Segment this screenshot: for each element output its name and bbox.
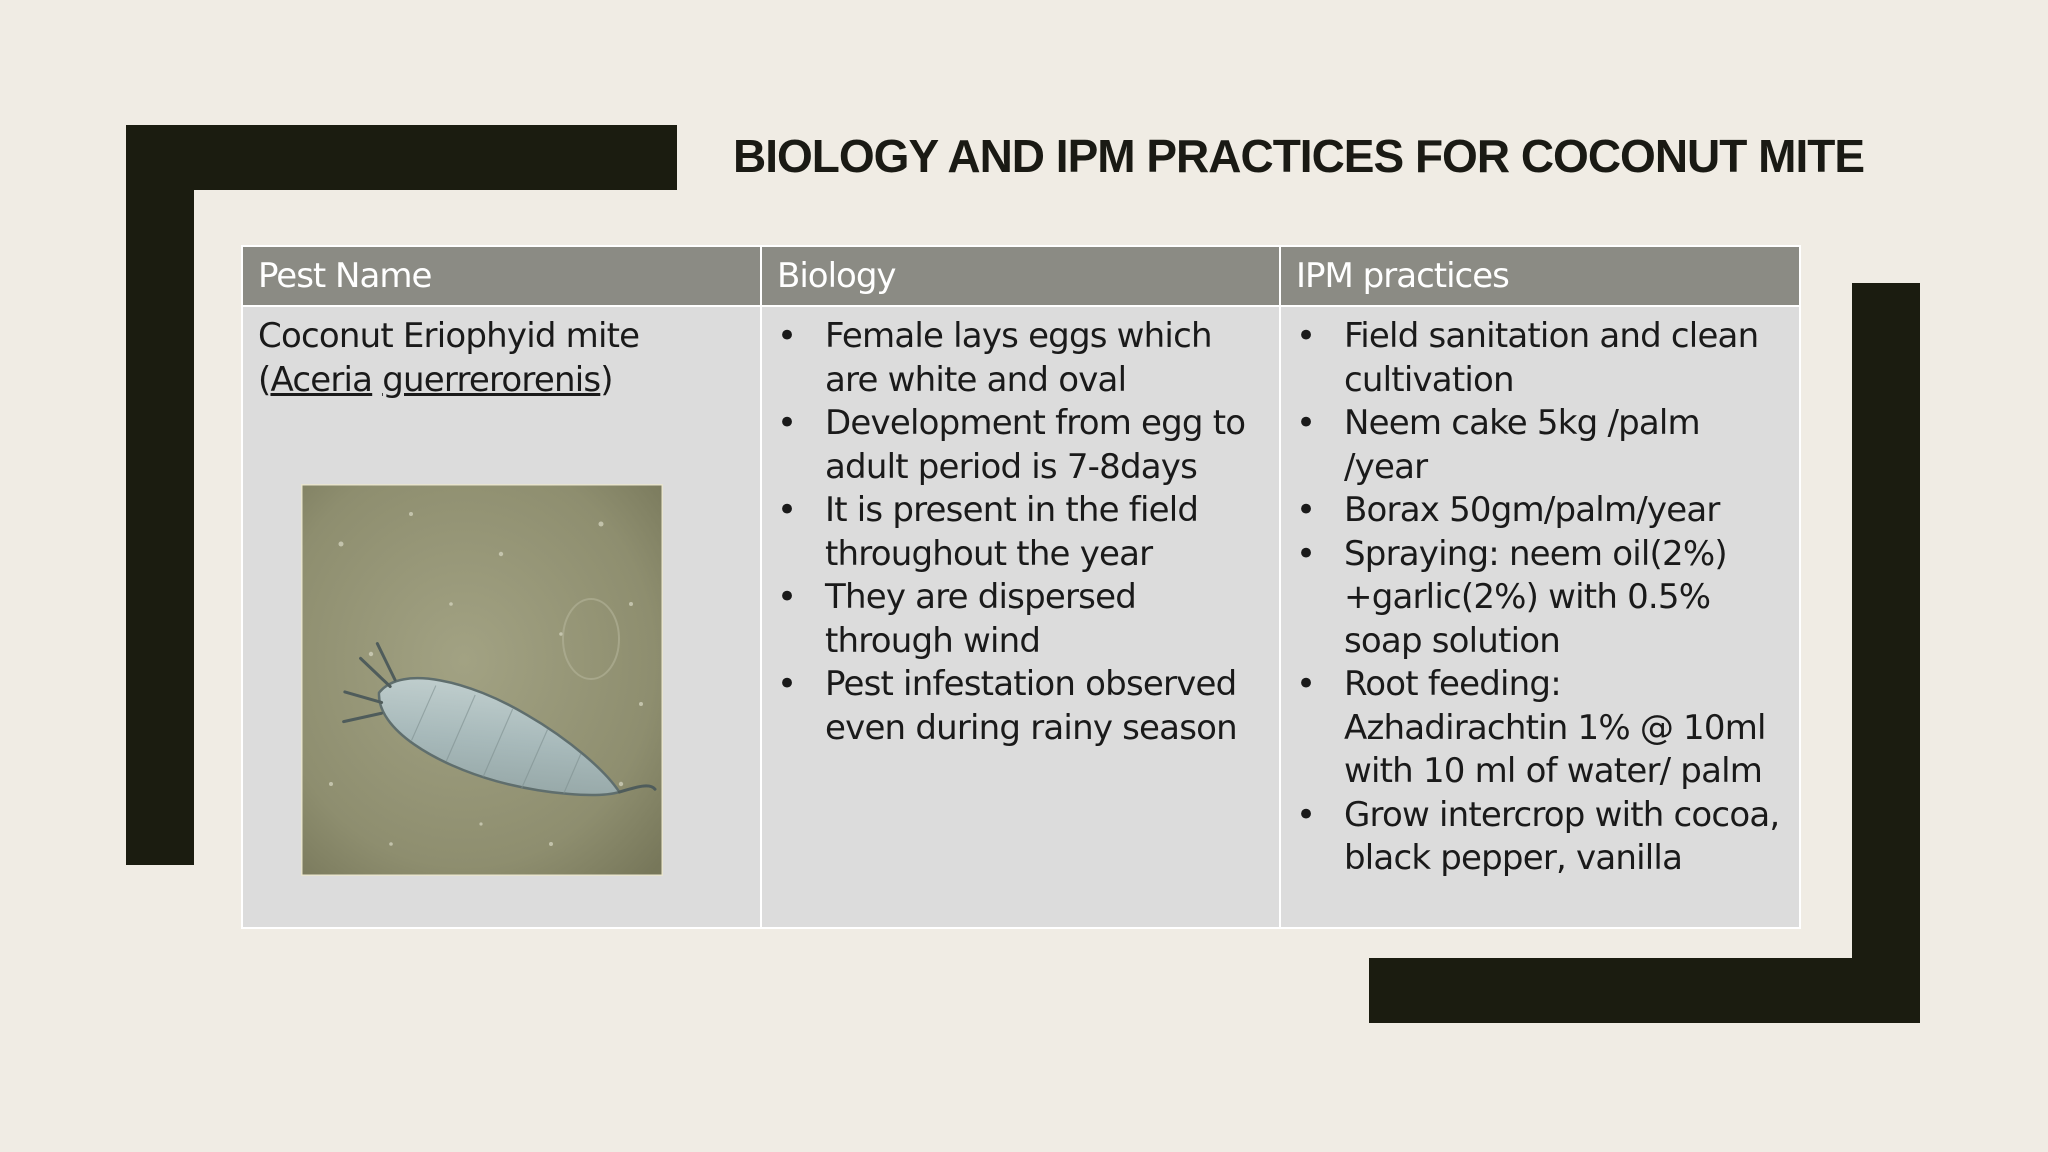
slide-title: BIOLOGY AND IPM PRACTICES FOR COCONUT MITE bbox=[733, 130, 1865, 182]
table-header-row bbox=[242, 246, 1800, 306]
header-ipm-practices: IPM practices bbox=[1280, 246, 1800, 306]
biology-list bbox=[777, 315, 1267, 750]
table-row bbox=[242, 306, 1800, 928]
biology-item: • Pest infestation observed even during rainy season bbox=[777, 663, 1267, 750]
pest-table bbox=[241, 245, 1801, 929]
ipm-item: • Root feeding: Azhadirachtin 1% @ 10ml with 10 ml of water/ palm bbox=[1296, 663, 1787, 794]
ipm-item: • Neem cake 5kg /palm /year bbox=[1296, 402, 1787, 489]
ipm-item: • Grow intercrop with cocoa, black pepper, vanilla bbox=[1296, 794, 1787, 881]
header-biology: Biology bbox=[761, 246, 1280, 306]
bottom-right-bracket-horizontal bbox=[1369, 958, 1920, 1023]
pest-species: guerrerorenis bbox=[382, 359, 601, 400]
ipm-item: • Field sanitation and clean cultivation bbox=[1296, 315, 1787, 402]
ipm-item: • Borax 50gm/palm/year bbox=[1296, 489, 1787, 533]
header-pest-name: Pest Name bbox=[242, 246, 761, 306]
pest-close-paren: ) bbox=[600, 359, 613, 400]
pest-open-paren: ( bbox=[258, 359, 271, 400]
biology-item: • They are dispersed through wind bbox=[777, 576, 1267, 663]
biology-item: • It is present in the field throughout the year bbox=[777, 489, 1267, 576]
ipm-cell bbox=[1280, 306, 1800, 928]
bottom-right-bracket-vertical bbox=[1852, 283, 1920, 1023]
ipm-item: • Spraying: neem oil(2%) +garlic(2%) with 0.5% soap solution bbox=[1296, 533, 1787, 664]
pest-name-cell bbox=[242, 306, 761, 928]
pest-common-name: Coconut Eriophyid mite bbox=[258, 316, 640, 356]
top-left-bracket-horizontal bbox=[126, 125, 677, 190]
pest-name bbox=[258, 315, 748, 402]
biology-cell bbox=[761, 306, 1280, 928]
ipm-list bbox=[1296, 315, 1787, 881]
biology-item: • Female lays eggs which are white and oval bbox=[777, 315, 1267, 402]
pest-genus: Aceria bbox=[270, 359, 373, 400]
top-left-bracket-vertical bbox=[126, 125, 194, 865]
mite-microscope-photo bbox=[301, 484, 663, 876]
biology-item: • Development from egg to adult period is 7-8days bbox=[777, 402, 1267, 489]
